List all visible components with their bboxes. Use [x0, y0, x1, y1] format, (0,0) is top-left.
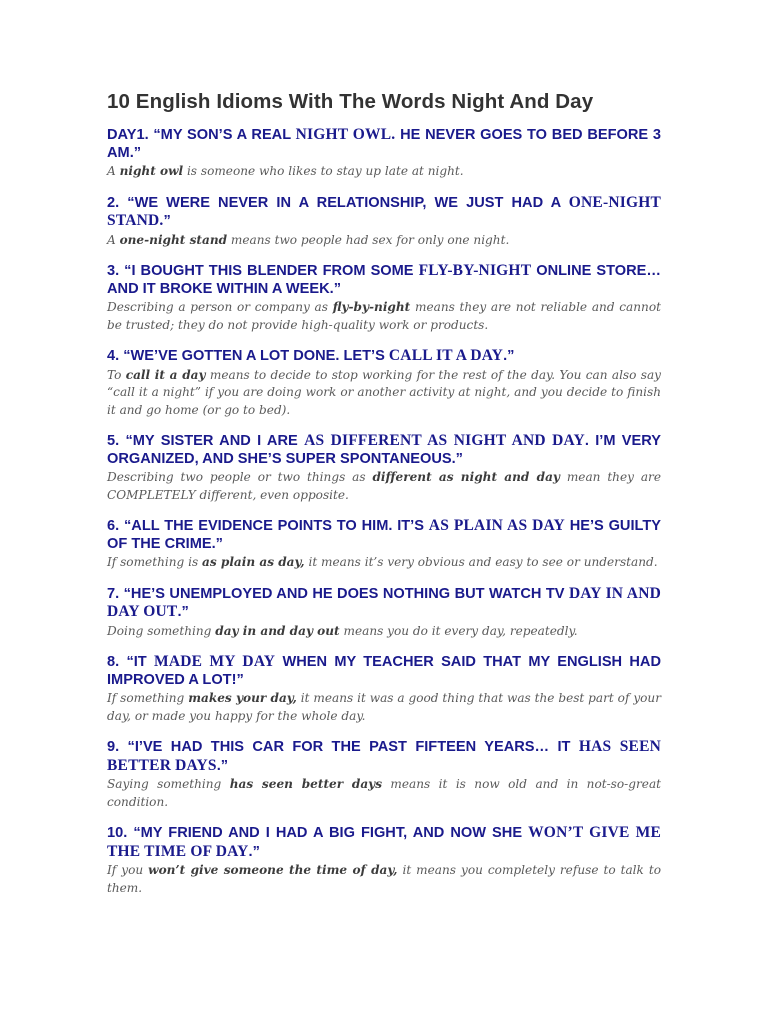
definition-text-after: it means it’s very obvious and easy to see or understand.	[304, 555, 658, 569]
definition-text-after: means you do it every day, repeatedly.	[339, 623, 578, 638]
example-text-before: 5. “MY SISTER AND I ARE	[107, 433, 305, 449]
definition-idiom: makes your day,	[188, 691, 297, 705]
idiom-item	[107, 262, 661, 334]
definition-text-after: means it is now old and in not-so-great condition.	[107, 777, 662, 809]
example-text-before: 8. “IT	[107, 654, 155, 670]
idiom-phrase: MADE MY DAY	[154, 653, 276, 670]
definition-text-after: it means you completely refuse to talk to them.	[107, 863, 661, 895]
idiom-definition	[107, 163, 661, 181]
example-text-after: .”	[503, 348, 515, 364]
idiom-phrase: AS DIFFERENT AS NIGHT AND DAY	[304, 432, 585, 449]
definition-text-before: Saying something	[107, 777, 230, 791]
example-text-after: .”	[177, 604, 189, 620]
idiom-definition	[107, 862, 661, 897]
definition-idiom: fly-by-night	[332, 300, 411, 314]
idiom-definition	[107, 469, 661, 504]
idiom-definition	[107, 690, 661, 725]
definition-text-before: Describing a person or company as	[107, 300, 333, 314]
example-text-before: 10. “MY FRIEND AND I HAD A BIG FIGHT, AND NOW SHE	[107, 825, 529, 841]
page-title: 10 English Idioms With The Words Night And Day	[107, 90, 594, 113]
idiom-definition	[107, 299, 661, 334]
idiom-item	[107, 517, 661, 572]
idiom-phrase: CALL IT A DAY	[388, 347, 504, 364]
definition-text-after: means two people had sex for only one night.	[227, 232, 510, 247]
definition-idiom: call it a day	[125, 367, 206, 382]
idiom-example-sentence	[107, 653, 661, 689]
example-text-before: 9. “I’VE HAD THIS CAR FOR THE PAST FIFTEEN YEARS… IT	[107, 739, 579, 755]
example-text-before: DAY1. “MY SON’S A REAL	[107, 127, 296, 143]
idiom-item	[107, 194, 661, 250]
example-text-after: .”	[248, 843, 260, 860]
example-text-after: WHEN MY TEACHER SAID THAT MY ENGLISH HAD IMPROVED A LOT!”	[107, 654, 662, 688]
idiom-definition	[107, 367, 661, 420]
idiom-example-sentence	[107, 432, 661, 468]
definition-idiom: different as night and day	[372, 470, 560, 484]
idiom-item	[107, 432, 661, 504]
example-text-after: .”	[216, 757, 229, 774]
idiom-item	[107, 653, 661, 725]
idiom-phrase: NIGHT OWL.	[295, 126, 396, 143]
idiom-definition	[107, 232, 661, 250]
idiom-example-sentence	[107, 262, 661, 298]
example-text-before: 7. “HE’S UNEMPLOYED AND HE DOES NOTHING BUT WATCH TV	[107, 585, 569, 602]
idiom-definition	[107, 623, 661, 641]
example-text-after: HE’S GUILTY OF THE CRIME.”	[107, 518, 661, 552]
idiom-item	[107, 585, 661, 641]
definition-text-after: is someone who likes to stay up late at night.	[183, 164, 464, 178]
definition-idiom: has seen better days	[229, 777, 383, 791]
idiom-phrase: DAY IN AND DAY OUT	[107, 584, 661, 620]
idiom-phrase: AS PLAIN AS DAY	[428, 517, 565, 534]
example-text-after: . I’M VERY ORGANIZED, AND SHE’S SUPER SPONTANEOUS.”	[107, 433, 661, 467]
idiom-item	[107, 824, 661, 897]
definition-text-before: Doing something	[107, 623, 216, 638]
idiom-phrase: HAS SEEN BETTER DAYS	[107, 738, 661, 774]
idiom-example-sentence	[107, 585, 661, 622]
idiom-definition	[107, 554, 661, 572]
example-text-before: 3. “I BOUGHT THIS BLENDER FROM SOME	[107, 263, 419, 279]
definition-text-before: To	[107, 367, 126, 382]
idiom-item	[107, 738, 661, 811]
definition-text-after: mean they are COMPLETELY different, even opposite.	[107, 470, 661, 502]
idiom-item	[107, 126, 661, 181]
definition-idiom: one-night stand	[119, 232, 228, 247]
definition-text-after: means to decide to stop working for the rest of the day. You can also say “call it a night” if you are doing work or another activity at night, and you decide to finish it and go home (or go to bed).	[107, 367, 661, 417]
definition-text-before: If something	[107, 691, 189, 705]
definition-text-before: A	[107, 232, 120, 247]
idiom-example-sentence	[107, 738, 661, 775]
idiom-item	[107, 347, 661, 419]
example-text-before: 2. “WE WERE NEVER IN A RELATIONSHIP, WE JUST HAD A	[107, 194, 569, 211]
idiom-phrase: ONE-NIGHT STAND.	[107, 193, 661, 229]
idiom-list	[107, 126, 661, 897]
definition-text-after: it means it was a good thing that was the best part of your day, or made you happy for the whole day.	[107, 691, 661, 723]
idiom-example-sentence	[107, 194, 661, 231]
idiom-phrase: FLY-BY-NIGHT	[418, 262, 532, 279]
example-text-before: 4. “WE’VE GOTTEN A LOT DONE. LET’S	[107, 348, 389, 364]
definition-idiom: day in and day out	[215, 623, 340, 638]
idiom-example-sentence	[107, 517, 661, 553]
example-text-before: 6. “ALL THE EVIDENCE POINTS TO HIM. IT’S	[107, 518, 429, 534]
definition-text-before: If something is	[107, 555, 203, 569]
definition-text-before: A	[107, 164, 120, 178]
idiom-phrase: WON’T GIVE ME THE TIME OF DAY	[107, 824, 661, 860]
example-text-after: ”	[163, 213, 171, 229]
definition-idiom: as plain as day,	[202, 555, 305, 569]
idiom-example-sentence	[107, 824, 661, 861]
definition-idiom: night owl	[119, 164, 184, 178]
definition-text-before: If you	[107, 863, 149, 877]
definition-idiom: won’t give someone the time of day,	[148, 863, 398, 877]
example-text-after: ONLINE STORE… AND IT BROKE WITHIN A WEEK.”	[107, 263, 661, 297]
definition-text-after: means they are not reliable and cannot be trusted; they do not provide high-quality work or products.	[107, 300, 661, 332]
definition-text-before: Describing two people or two things as	[107, 470, 373, 484]
idiom-example-sentence	[107, 347, 661, 366]
example-text-after: HE NEVER GOES TO BED BEFORE 3 AM.”	[107, 127, 661, 161]
idiom-definition	[107, 776, 661, 811]
idiom-example-sentence	[107, 126, 661, 162]
